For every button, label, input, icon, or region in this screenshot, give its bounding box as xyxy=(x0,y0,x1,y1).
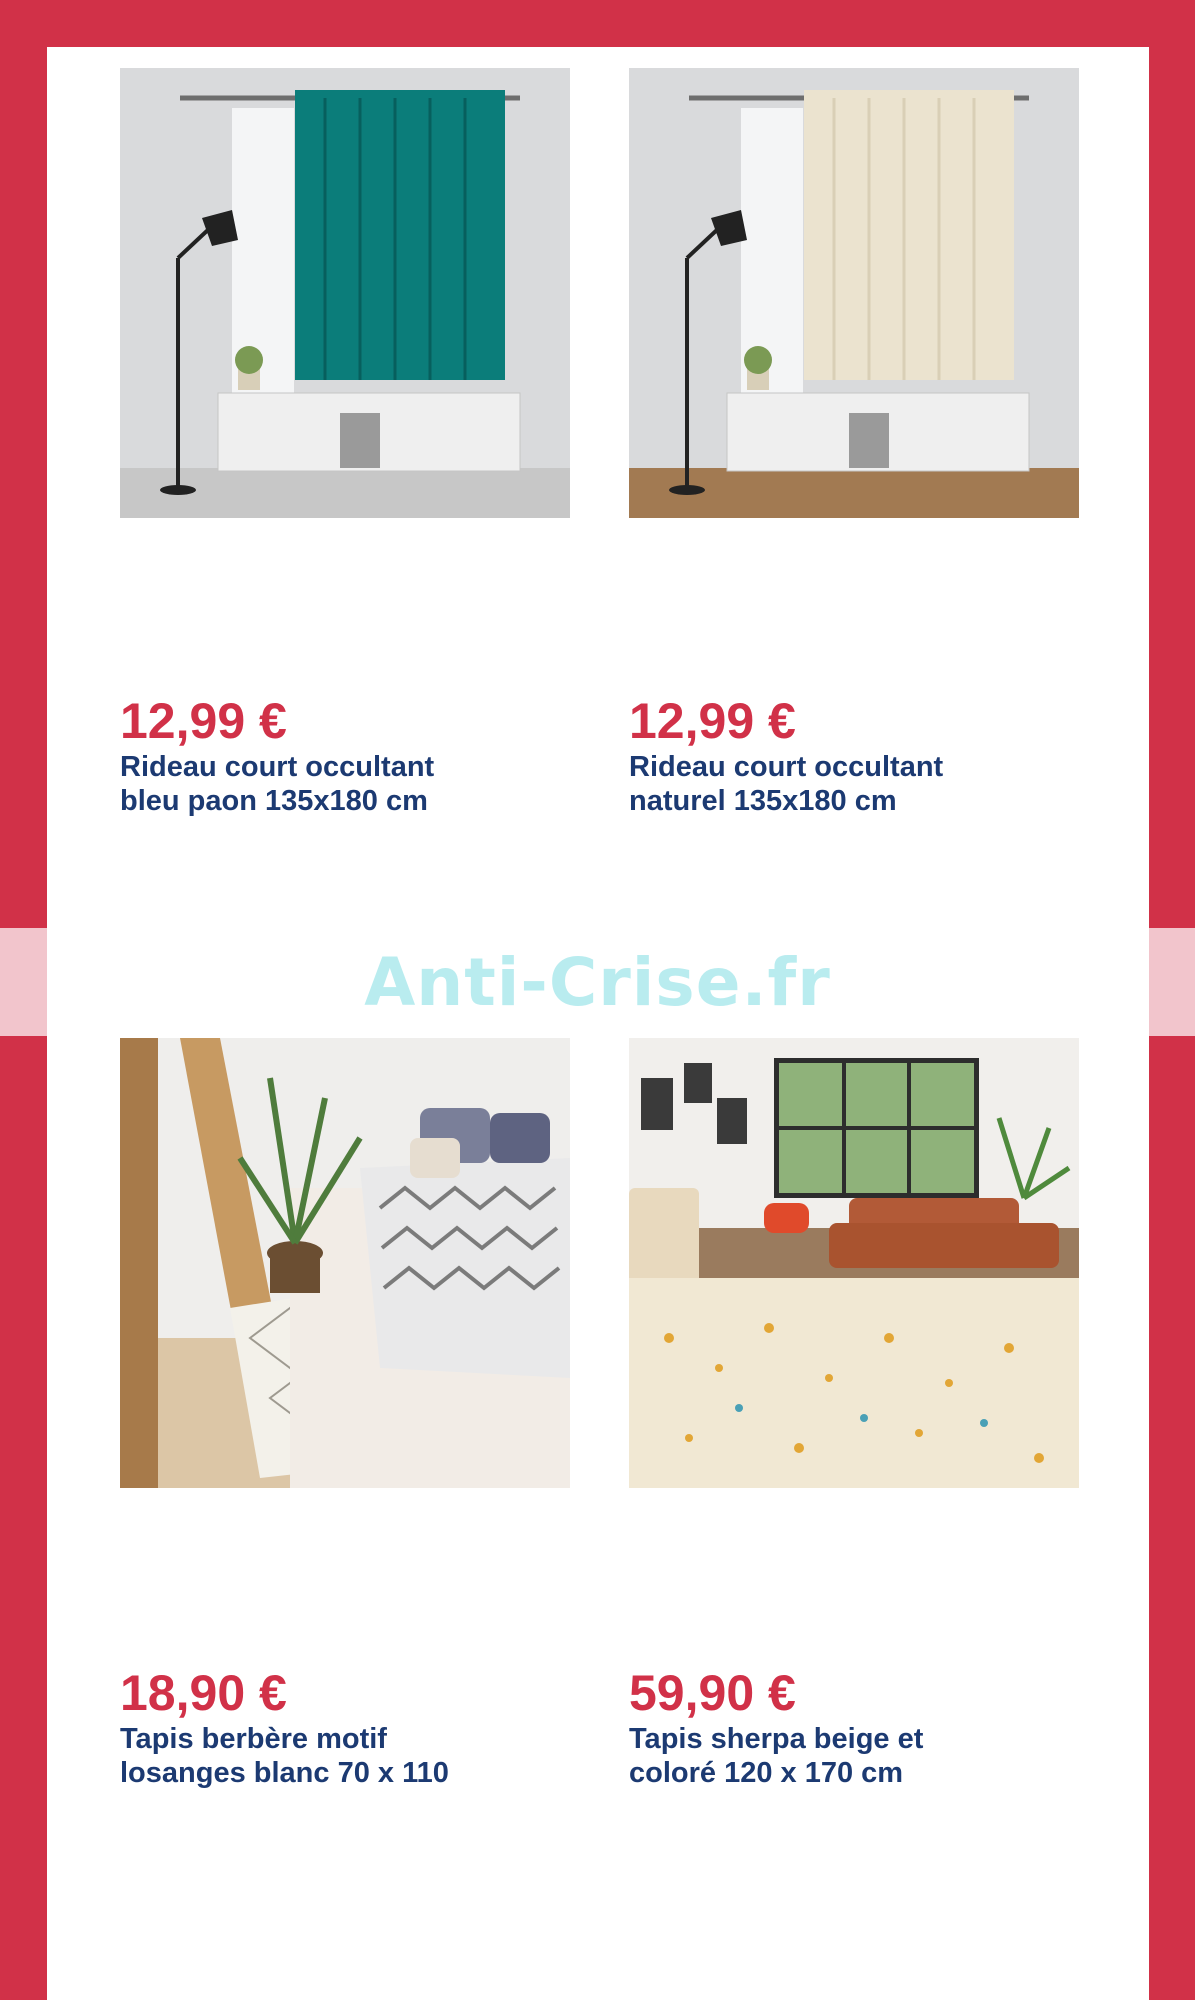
product-title-line: bleu paon 135x180 cm xyxy=(120,785,428,817)
product-price: 12,99 € xyxy=(120,693,287,749)
product-price: 18,90 € xyxy=(120,1665,287,1721)
sherpa-rug-living-room-photo[interactable] xyxy=(629,1038,1079,1488)
beige-curtain-photo[interactable] xyxy=(629,68,1079,518)
product-title-line: Tapis sherpa beige et xyxy=(629,1723,924,1755)
product-price: 59,90 € xyxy=(629,1665,796,1721)
product-title[interactable] xyxy=(120,1722,570,1790)
product-title-line: Rideau court occultant xyxy=(120,751,435,783)
product-title-line: Tapis berbère motif xyxy=(120,1723,387,1755)
berber-rug-bedroom-photo[interactable] xyxy=(120,1038,570,1488)
product-price: 12,99 € xyxy=(629,693,796,749)
watermark: Anti-Crise.fr xyxy=(364,943,831,1021)
product-title-line: coloré 120 x 170 cm xyxy=(629,1757,904,1789)
product-title[interactable] xyxy=(629,1722,1079,1790)
product-title-line: naturel 135x180 cm xyxy=(629,785,897,817)
product-title-line: Rideau court occultant xyxy=(629,751,944,783)
product-title[interactable] xyxy=(120,750,570,818)
teal-curtain-photo[interactable] xyxy=(120,68,570,518)
product-title[interactable] xyxy=(629,750,1079,818)
product-title-line: losanges blanc 70 x 110 xyxy=(120,1757,449,1789)
